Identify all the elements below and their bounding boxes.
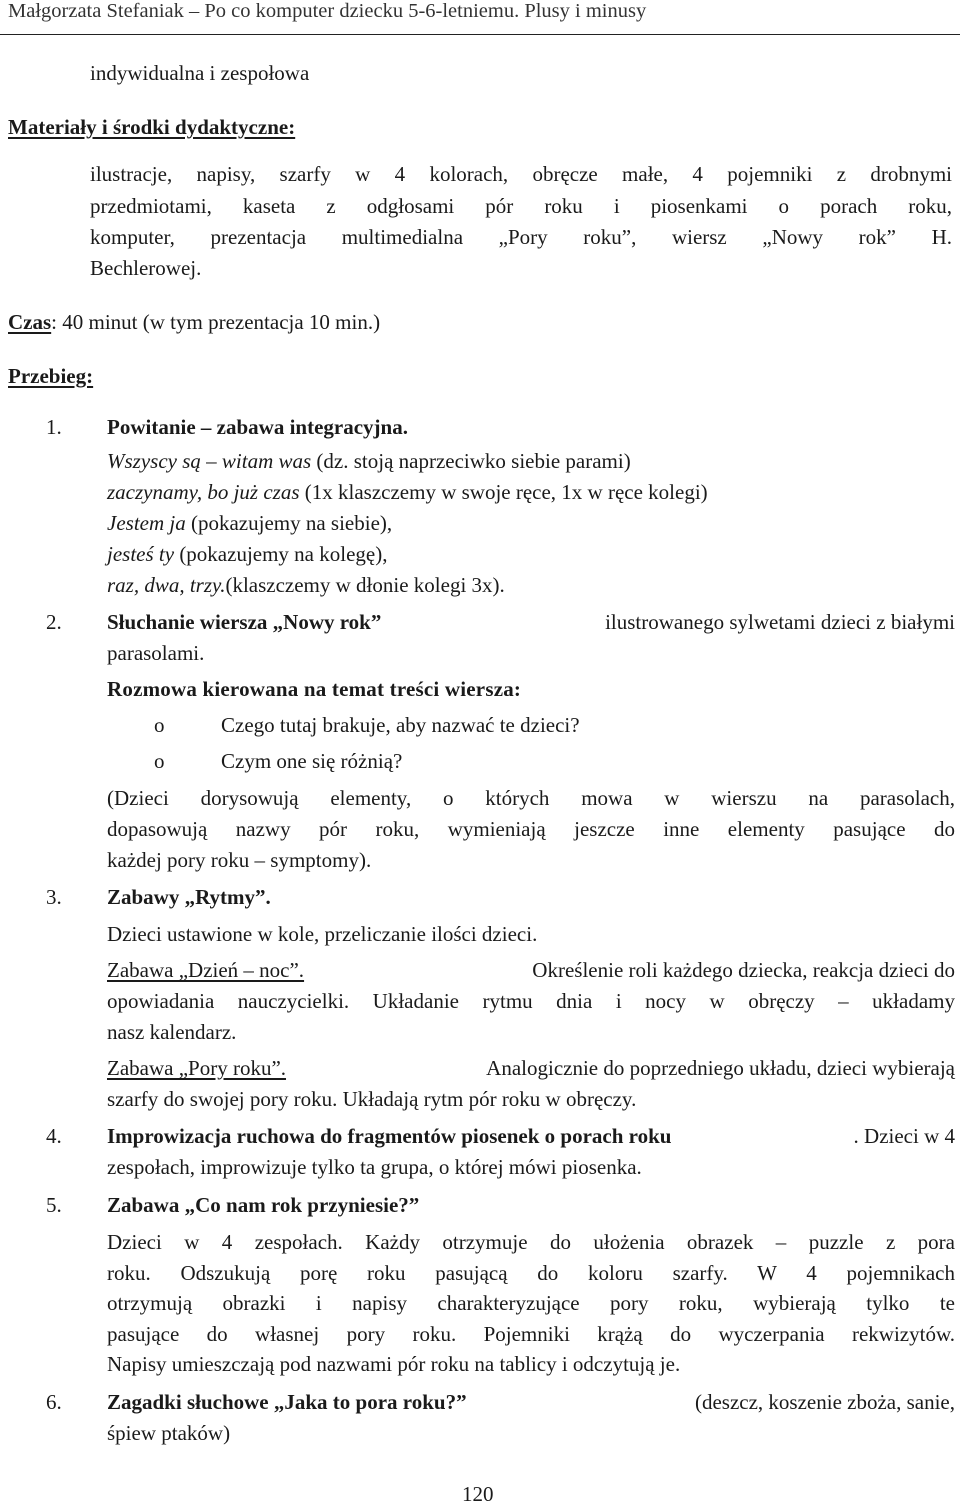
- step-1-line-1: [107, 449, 631, 474]
- zabawa-pory-roku-line-1: [107, 1056, 955, 1081]
- step-5-line-5: Napisy umieszczają pod nazwami pór roku na tablicy i odczytują je.: [107, 1352, 681, 1376]
- materials-line-1: ilustracje, napisy, szarfy w 4 kolorach, obręcze małe, 4 pojemniki z drobnymi: [90, 162, 952, 186]
- rozmowa-heading: Rozmowa kierowana na temat treści wiersza:: [107, 677, 522, 701]
- header-title: Małgorzata Stefaniak – Po co komputer dziecku 5-6-letniemu. Plusy i minusy: [8, 0, 647, 22]
- zabawa-pory-roku-text: Analogicznie do poprzedniego układu, dzieci wybierają: [486, 1056, 955, 1080]
- rhyme-text: zaczynamy, bo już czas: [107, 480, 300, 504]
- question-2: Czym one się różnią?: [221, 749, 403, 773]
- zabawa-pory-roku-line-2: szarfy do swojej pory roku. Układają rytm pór roku w obręczy.: [107, 1087, 637, 1111]
- step-2-number: 2.: [46, 610, 62, 634]
- czas-label: Czas: [8, 310, 52, 334]
- step-1-line-5: [107, 573, 505, 598]
- step-1-line-2: [107, 480, 708, 505]
- instruction-text: (1x klaszczemy w swoje ręce, 1x w ręce kolegi): [299, 480, 708, 504]
- step-6-number: 6.: [46, 1390, 62, 1414]
- materials-line-3: komputer, prezentacja multimedialna „Pory roku”, wiersz „Nowy rok” H.: [90, 225, 952, 249]
- step-5-title: Zabawa „Co nam rok przyniesie?”: [107, 1193, 420, 1217]
- forma-pracy: indywidualna i zespołowa: [90, 61, 310, 85]
- step-5-line-3: otrzymują obrazki i napisy charakteryzujące pory roku, wybierają tylko te: [107, 1291, 955, 1315]
- instruction-text: (pokazujemy na kolegę),: [174, 542, 388, 566]
- step-6-title: Zagadki słuchowe „Jaka to pora roku?”: [107, 1390, 467, 1414]
- zabawa-dzien-noc-line-1: [107, 958, 955, 983]
- rhyme-text: raz, dwa, trzy.: [107, 573, 226, 597]
- step-5-line-2: roku. Odszukują porę roku pasującą do koloru szarfy. W 4 pojemnikach: [107, 1261, 955, 1285]
- page-number: 120: [462, 1482, 494, 1506]
- instruction-text: (pokazujemy na siebie),: [185, 511, 393, 535]
- step-6-line-1: [107, 1390, 955, 1415]
- step-1-number: 1.: [46, 415, 62, 439]
- rhyme-text: Wszyscy są – witam was: [107, 449, 312, 473]
- instruction-text: (dz. stoją naprzeciwko siebie parami): [311, 449, 631, 473]
- bullet-marker: o: [154, 749, 165, 773]
- step-4-rest: . Dzieci w 4: [853, 1124, 955, 1148]
- materials-line-4: Bechlerowej.: [90, 256, 202, 280]
- step-3-number: 3.: [46, 885, 62, 909]
- zabawa-dzien-noc-line-2: opowiadania nauczycielki. Układanie rytmu dnia i nocy w obręczy – układamy: [107, 989, 955, 1013]
- rhyme-text: Jestem ja: [107, 511, 186, 535]
- step-2-rest: ilustrowanego sylwetami dzieci z białymi: [605, 610, 955, 634]
- materials-heading: Materiały i środki dydaktyczne:: [8, 115, 296, 139]
- zabawa-pory-roku-title: Zabawa „Pory roku”.: [107, 1056, 287, 1080]
- step-2-para-1: (Dzieci dorysowują elementy, o których mowa w wierszu na parasolach,: [107, 786, 955, 810]
- step-5-number: 5.: [46, 1193, 62, 1217]
- running-header: [0, 0, 960, 35]
- czas-value: : 40 minut (w tym prezentacja 10 min.): [51, 310, 381, 334]
- bullet-marker: o: [154, 713, 165, 737]
- step-2-title: Słuchanie wiersza „Nowy rok”: [107, 610, 382, 634]
- step-5-line-4: pasujące do własnej pory roku. Pojemniki krążą do wyczerpania rekwizytów.: [107, 1322, 955, 1346]
- zabawa-dzien-noc-line-3: nasz kalendarz.: [107, 1020, 237, 1044]
- zabawa-dzien-noc-text: Określenie roli każdego dziecka, reakcja dzieci do: [532, 958, 955, 982]
- materials-line-2: przedmiotami, kaseta z odgłosami pór roku i piosenkami o porach roku,: [90, 194, 952, 218]
- step-1-line-4: [107, 542, 387, 567]
- step-4-line-1: [107, 1124, 955, 1149]
- step-2-line-1: [107, 610, 955, 635]
- czas-line: [8, 310, 380, 335]
- zabawa-dzien-noc-title: Zabawa „Dzień – noc”.: [107, 958, 305, 982]
- step-3-title: Zabawy „Rytmy”.: [107, 885, 271, 909]
- step-2-para-3: każdej pory roku – symptomy).: [107, 848, 372, 872]
- step-5-line-1: Dzieci w 4 zespołach. Każdy otrzymuje do ułożenia obrazek – puzzle z pora: [107, 1230, 955, 1254]
- step-4-line-2: zespołach, improwizuje tylko ta grupa, o której mówi piosenka.: [107, 1155, 642, 1179]
- step-2-line-2: parasolami.: [107, 641, 205, 665]
- step-2-para-2: dopasowują nazwy pór roku, wymieniają jeszcze inne elementy pasujące do: [107, 817, 955, 841]
- step-3-line-1: Dzieci ustawione w kole, przeliczanie ilości dzieci.: [107, 922, 538, 946]
- step-1-line-3: [107, 511, 392, 536]
- step-1-title: Powitanie – zabawa integracyjna.: [107, 415, 408, 439]
- rhyme-text: jesteś ty: [107, 542, 175, 566]
- step-4-title: Improwizacja ruchowa do fragmentów piosenek o porach roku: [107, 1124, 672, 1148]
- instruction-text: (klaszczemy w dłonie kolegi 3x).: [225, 573, 505, 597]
- step-6-rest: (deszcz, koszenie zboża, sanie,: [694, 1390, 955, 1414]
- step-4-number: 4.: [46, 1124, 62, 1148]
- question-1: Czego tutaj brakuje, aby nazwać te dzieci?: [221, 713, 580, 737]
- step-6-line-2: śpiew ptaków): [107, 1421, 231, 1445]
- przebieg-heading: Przebieg:: [8, 364, 94, 388]
